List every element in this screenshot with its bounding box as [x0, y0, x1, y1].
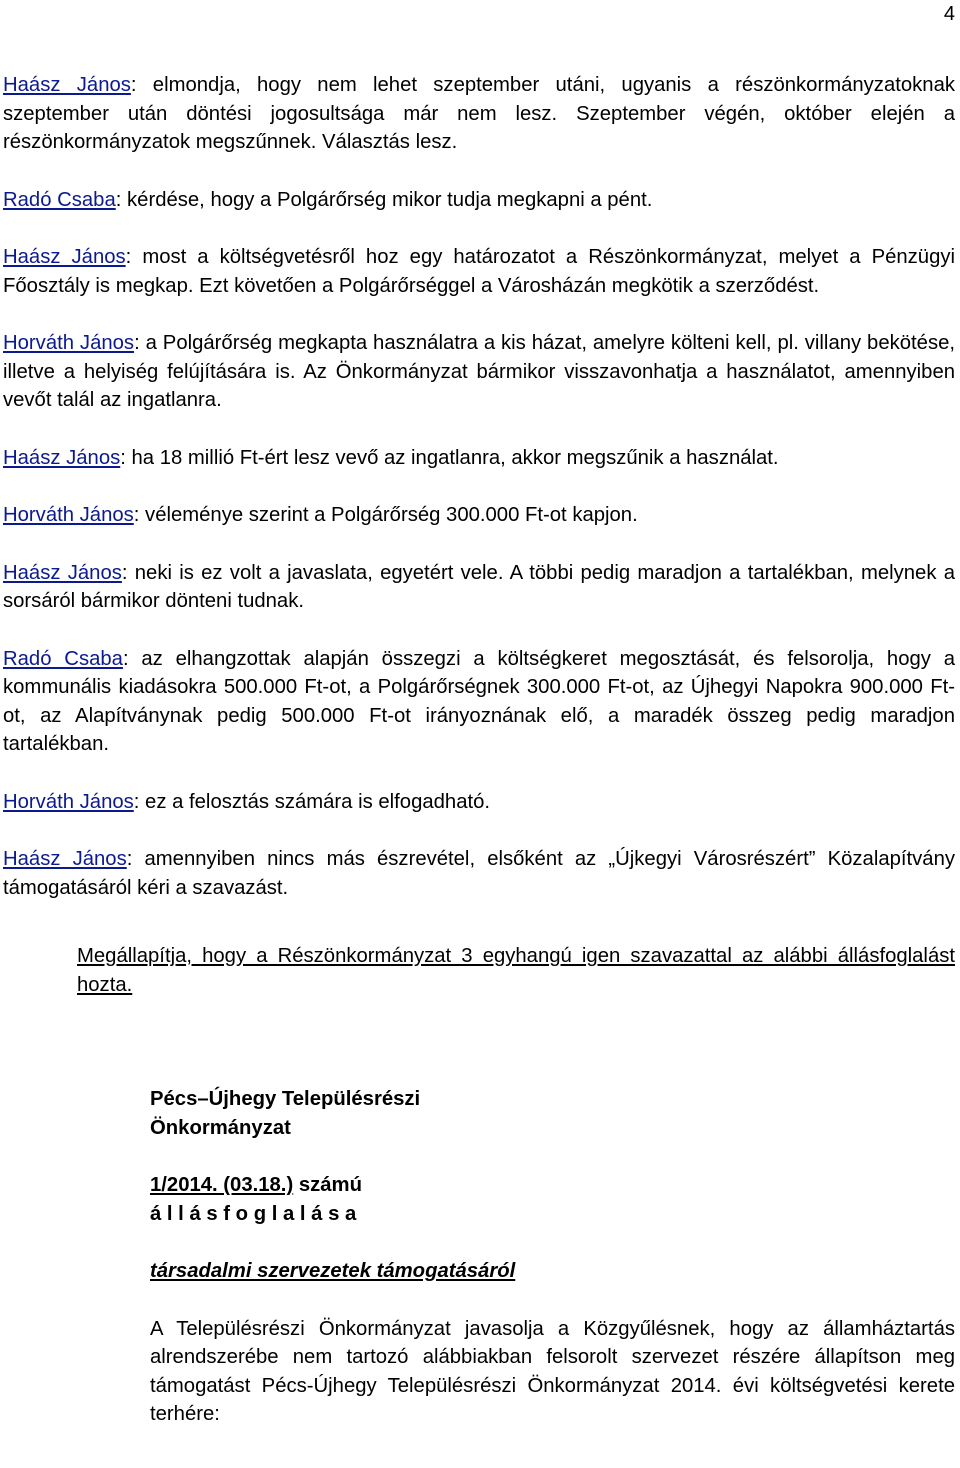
speaker-name: Haász János [3, 848, 127, 870]
resolution-number-suffix: számú [293, 1174, 362, 1196]
page-number: 4 [943, 3, 955, 25]
resolution-org-line1: Pécs–Újhegy Településrészi [150, 1088, 421, 1110]
paragraph [3, 329, 955, 415]
paragraph [3, 186, 955, 215]
speaker-name: Radó Csaba [3, 647, 123, 670]
paragraph [3, 243, 955, 300]
vote-finding: Megállapítja, hogy a Részönkormányzat 3 egyhangú igen szavazattal az alábbi állásfoglalást hozta. [77, 945, 955, 996]
resolution-number [150, 1171, 955, 1200]
resolution-block [150, 1085, 955, 1286]
paragraph-text: : neki is ez volt a javaslata, egyetért vele. A többi pedig maradjon a tartalékban, melynek a sorsáról bármikor dönteni tudnak. [3, 561, 955, 612]
paragraph [3, 501, 955, 530]
resolution-subject: társadalmi szervezetek támogatásáról [150, 1260, 516, 1282]
paragraph-text: : véleménye szerint a Polgárőrség 300.000 Ft-ot kapjon. [133, 504, 638, 526]
minutes-content [3, 71, 955, 1429]
paragraph [3, 788, 955, 817]
paragraph-text: : az elhangzottak alapján összegzi a költségkeret megosztását, és felsorolja, hogy a kommunális kiadásokra 500.000 Ft-ot, a Polgárőrségnek 300.000 Ft-ot, az Újhegyi Napokra 900.000 Ft-ot, az Alapítványnak pedig 500.000 Ft-ot irányoznának elő, a maradék összeg pedig maradjon tartalékban. [3, 647, 956, 755]
paragraph-text: : ez a felosztás számára is elfogadható. [133, 790, 491, 813]
speaker-name: Haász János [3, 561, 122, 584]
paragraph [3, 71, 955, 157]
paragraph-text: : amennyiben nincs más észrevétel, elsőként az „Újkegyi Városrészért” Közalapítvány támogatásáról kéri a szavazást. [3, 848, 955, 899]
resolution-body: A Településrészi Önkormányzat javasolja a Közgyűlésnek, hogy az államháztartás alrendszerébe nem tartozó alábbiakban felsorolt szervezet részére állapítson meg támogatást Pécs-Újhegy Településrészi Önkormányzat 2014. évi költségvetési kerete terhére: [150, 1317, 955, 1425]
speaker-name: Haász János [3, 74, 131, 96]
paragraph-text: : most a költségvetésről hoz egy határozatot a Részönkormányzat, melyet a Pénzügyi Főosztály is megkap. Ezt követően a Polgárőrséggel a Városházán megkötik a szerződést. [3, 246, 955, 297]
paragraph [3, 845, 955, 902]
speaker-name: Horváth János [3, 790, 134, 813]
paragraph-text: : elmondja, hogy nem lehet szeptember utáni, ugyanis a részönkormányzatoknak szeptember után döntési jogosultsága már nem lesz. Szeptember végén, október elején a részönkormányzatok megszűnnek. Választás lesz. [3, 74, 955, 153]
speaker-name: Radó Csaba [3, 188, 116, 211]
paragraph [3, 645, 955, 759]
paragraph-text: : ha 18 millió Ft-ért lesz vevő az ingatlanra, akkor megszűnik a használat. [120, 446, 779, 469]
paragraph-text: : kérdése, hogy a Polgárőrség mikor tudja megkapni a pént. [115, 188, 653, 211]
speaker-name: Horváth János [3, 504, 134, 526]
paragraph [3, 559, 955, 616]
resolution-number-value: 1/2014. (03.18.) [150, 1174, 294, 1196]
speaker-name: Haász János [3, 446, 121, 469]
paragraph [3, 444, 955, 473]
resolution-title: á l l á s f o g l a l á s a [150, 1202, 357, 1225]
resolution-org-line2: Önkormányzat [150, 1116, 291, 1139]
speaker-name: Horváth János [3, 332, 135, 354]
paragraph-text: : a Polgárőrség megkapta használatra a kis házat, amelyre költeni kell, pl. villany bekötése, illetve a helyiség felújítására is. Az Önkormányzat bármikor visszavonhatja a használatot, amennyiben vevőt talál az ingatlanra. [3, 332, 956, 411]
speaker-name: Haász János [3, 246, 126, 268]
